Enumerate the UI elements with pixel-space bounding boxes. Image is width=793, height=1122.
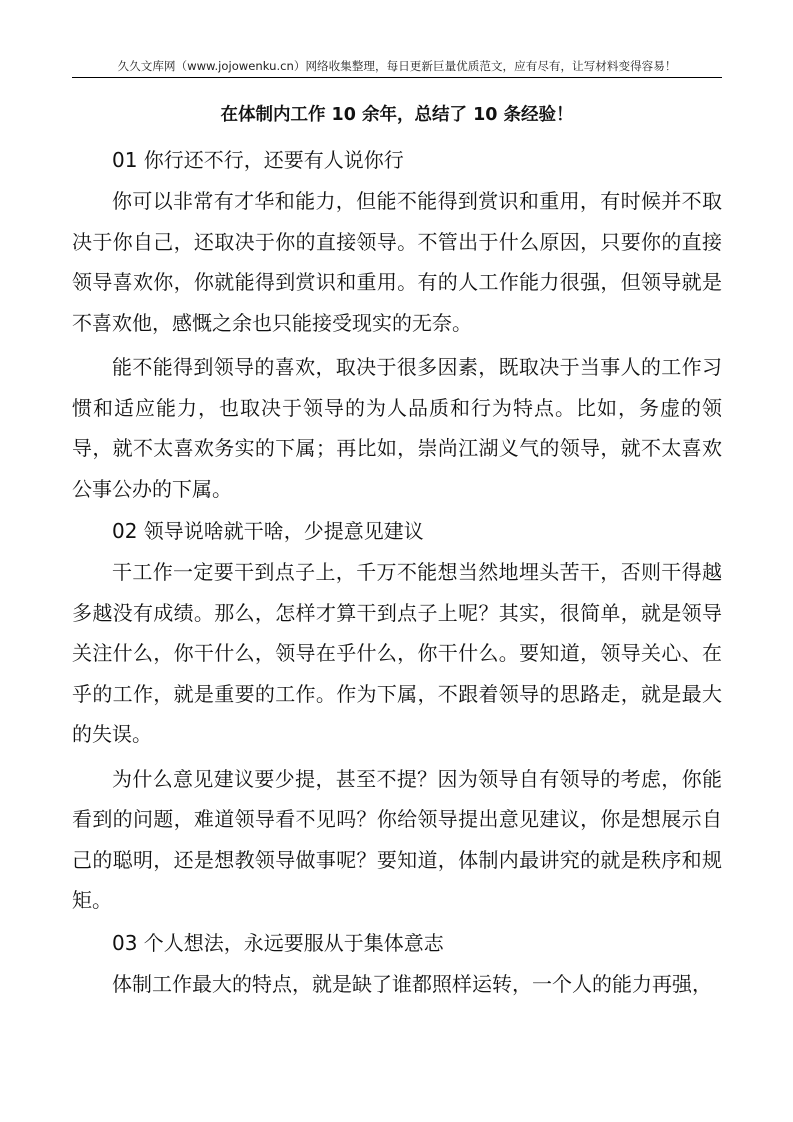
paragraph: 为什么意见建议要少提，甚至不提？因为领导自有领导的考虑，你能看到的问题，难道领导看不见吗？你给领导提出意见建议，你是想展示自己的聪明，还是想教领导做事呢？要知道，体制内最讲究的就是秩序和规矩。: [72, 766, 722, 912]
paragraph: 体制工作最大的特点，就是缺了谁都照样运转，一个人的能力再强，: [112, 971, 712, 996]
section-heading: 03 个人想法，永远要服从于集体意志: [112, 930, 444, 955]
header-divider: [72, 77, 722, 78]
page-header: 久久文库网（www.jojowenku.cn）网络收集整理，每日更新巨量优质范文，应有尽有，让写材料变得容易！: [117, 59, 677, 73]
paragraph: 能不能得到领导的喜欢，取决于很多因素，既取决于当事人的工作习惯和适应能力，也取决于领导的为人品质和行为特点。比如，务虚的领导，就不太喜欢务实的下属；再比如，崇尚江湖义气的领导，就不太喜欢公事公办的下属。: [72, 355, 722, 501]
document-title: 在体制内工作 10 余年，总结了 10 条经验！: [220, 105, 574, 125]
section-heading: 02 领导说啥就干啥，少提意见建议: [112, 519, 424, 543]
paragraph: 干工作一定要干到点子上，千万不能想当然地埋头苦干，否则干得越多越没有成绩。那么，怎样才算干到点子上呢？其实，很简单，就是领导关注什么，你干什么，领导在乎什么，你干什么。要知道，领导关心、在乎的工作，就是重要的工作。作为下属，不跟着领导的思路走，就是最大的失误。: [72, 560, 722, 746]
paragraph: 你可以非常有才华和能力，但能不能得到赏识和重用，有时候并不取决于你自己，还取决于你的直接领导。不管出于什么原因，只要你的直接领导喜欢你，你就能得到赏识和重用。有的人工作能力很强，但领导就是不喜欢他，感慨之余也只能接受现实的无奈。: [72, 189, 722, 335]
document-body: [72, 142, 722, 1008]
section-heading: 01 你行还不行，还要有人说你行: [112, 148, 404, 172]
